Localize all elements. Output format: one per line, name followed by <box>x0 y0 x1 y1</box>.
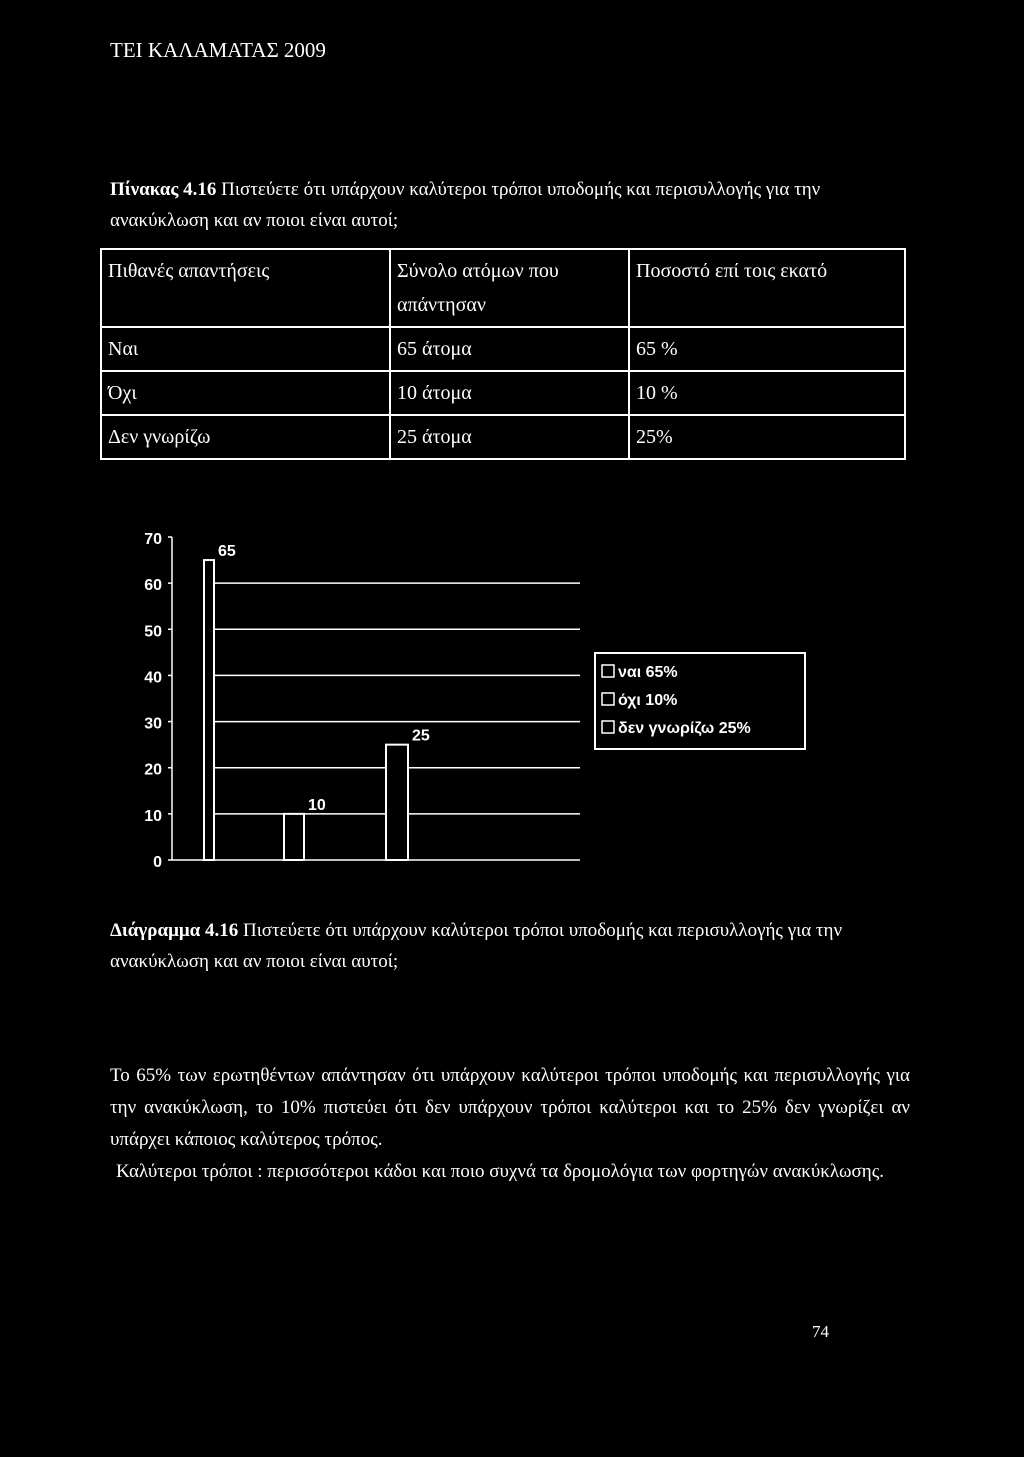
bar <box>204 560 214 860</box>
table-row <box>101 327 905 371</box>
y-tick-label: 40 <box>144 669 162 687</box>
body-paragraph: Καλύτεροι τρόποι : περισσότεροι κάδοι και ποιο συχνά τα δρομολόγια των φορτηγών ανακύκλωσης. <box>116 1161 884 1182</box>
table-caption-label: Πίνακας 4.16 <box>110 179 217 200</box>
y-tick-label: 10 <box>144 807 162 825</box>
table-caption <box>110 174 910 236</box>
table-header-cell: Σύνολο ατόμων που απάντησαν <box>390 249 629 327</box>
table-header-row <box>101 249 905 327</box>
document-header: ΤΕΙ ΚΑΛΑΜΑΤΑΣ 2009 <box>110 38 326 62</box>
bar <box>386 745 408 860</box>
legend-swatch <box>602 693 614 705</box>
data-label: 25 <box>412 727 430 745</box>
y-tick-label: 0 <box>153 854 162 871</box>
table-cell: 65 άτομα <box>390 327 629 371</box>
bar-chart <box>120 525 820 875</box>
data-label: 65 <box>218 543 236 561</box>
table-header-cell: Πιθανές απαντήσεις <box>101 249 390 327</box>
legend-entry: όχι 10% <box>618 692 678 709</box>
bar <box>284 814 304 860</box>
table-row <box>101 371 905 415</box>
table-cell: 10 % <box>629 371 905 415</box>
y-tick-label: 30 <box>144 715 162 733</box>
body-paragraph: Το 65% των ερωτηθέντων απάντησαν ότι υπάρχουν καλύτεροι τρόποι υποδομής και περισυλλογής για την ανακύκλωση, το 10% πιστεύει ότι δεν υπάρχουν τρόποι καλύτεροι και το 25% δεν γνωρίζει αν υπάρχει κάποιος καλύτερος τρόπος. <box>110 1065 910 1150</box>
y-tick-label: 20 <box>144 761 162 779</box>
table-cell: 25 άτομα <box>390 415 629 459</box>
table-cell: 10 άτομα <box>390 371 629 415</box>
page-number: 74 <box>812 1322 829 1341</box>
table-row <box>101 415 905 459</box>
y-tick-label: 70 <box>144 531 162 548</box>
y-tick-label: 50 <box>144 623 162 641</box>
legend-entry: δεν γνωρίζω 25% <box>618 720 751 737</box>
legend-swatch <box>602 665 614 677</box>
table-cell: Όχι <box>101 371 390 415</box>
figure-caption-label: Διάγραμμα 4.16 <box>110 920 239 941</box>
table-cell: 25% <box>629 415 905 459</box>
table-cell: Ναι <box>101 327 390 371</box>
table-cell: 65 % <box>629 327 905 371</box>
body-text <box>110 1060 910 1188</box>
y-tick-label: 60 <box>144 577 162 595</box>
responses-table <box>100 248 906 460</box>
table-caption-text: Πιστεύετε ότι υπάρχουν καλύτεροι τρόποι υποδομής και περισυλλογής για την ανακύκλωση και αν ποιοι είναι αυτοί; <box>110 179 821 231</box>
table-header-cell: Ποσοστό επί τοις εκατό <box>629 249 905 327</box>
table-cell: Δεν γνωρίζω <box>101 415 390 459</box>
legend-entry: ναι 65% <box>618 664 678 681</box>
legend-swatch <box>602 721 614 733</box>
figure-caption <box>110 915 910 977</box>
figure-caption-text: Πιστεύετε ότι υπάρχουν καλύτεροι τρόποι υποδομής και περισυλλογής για την ανακύκλωση και αν ποιοι είναι αυτοί; <box>110 920 843 972</box>
data-label: 10 <box>308 796 326 814</box>
